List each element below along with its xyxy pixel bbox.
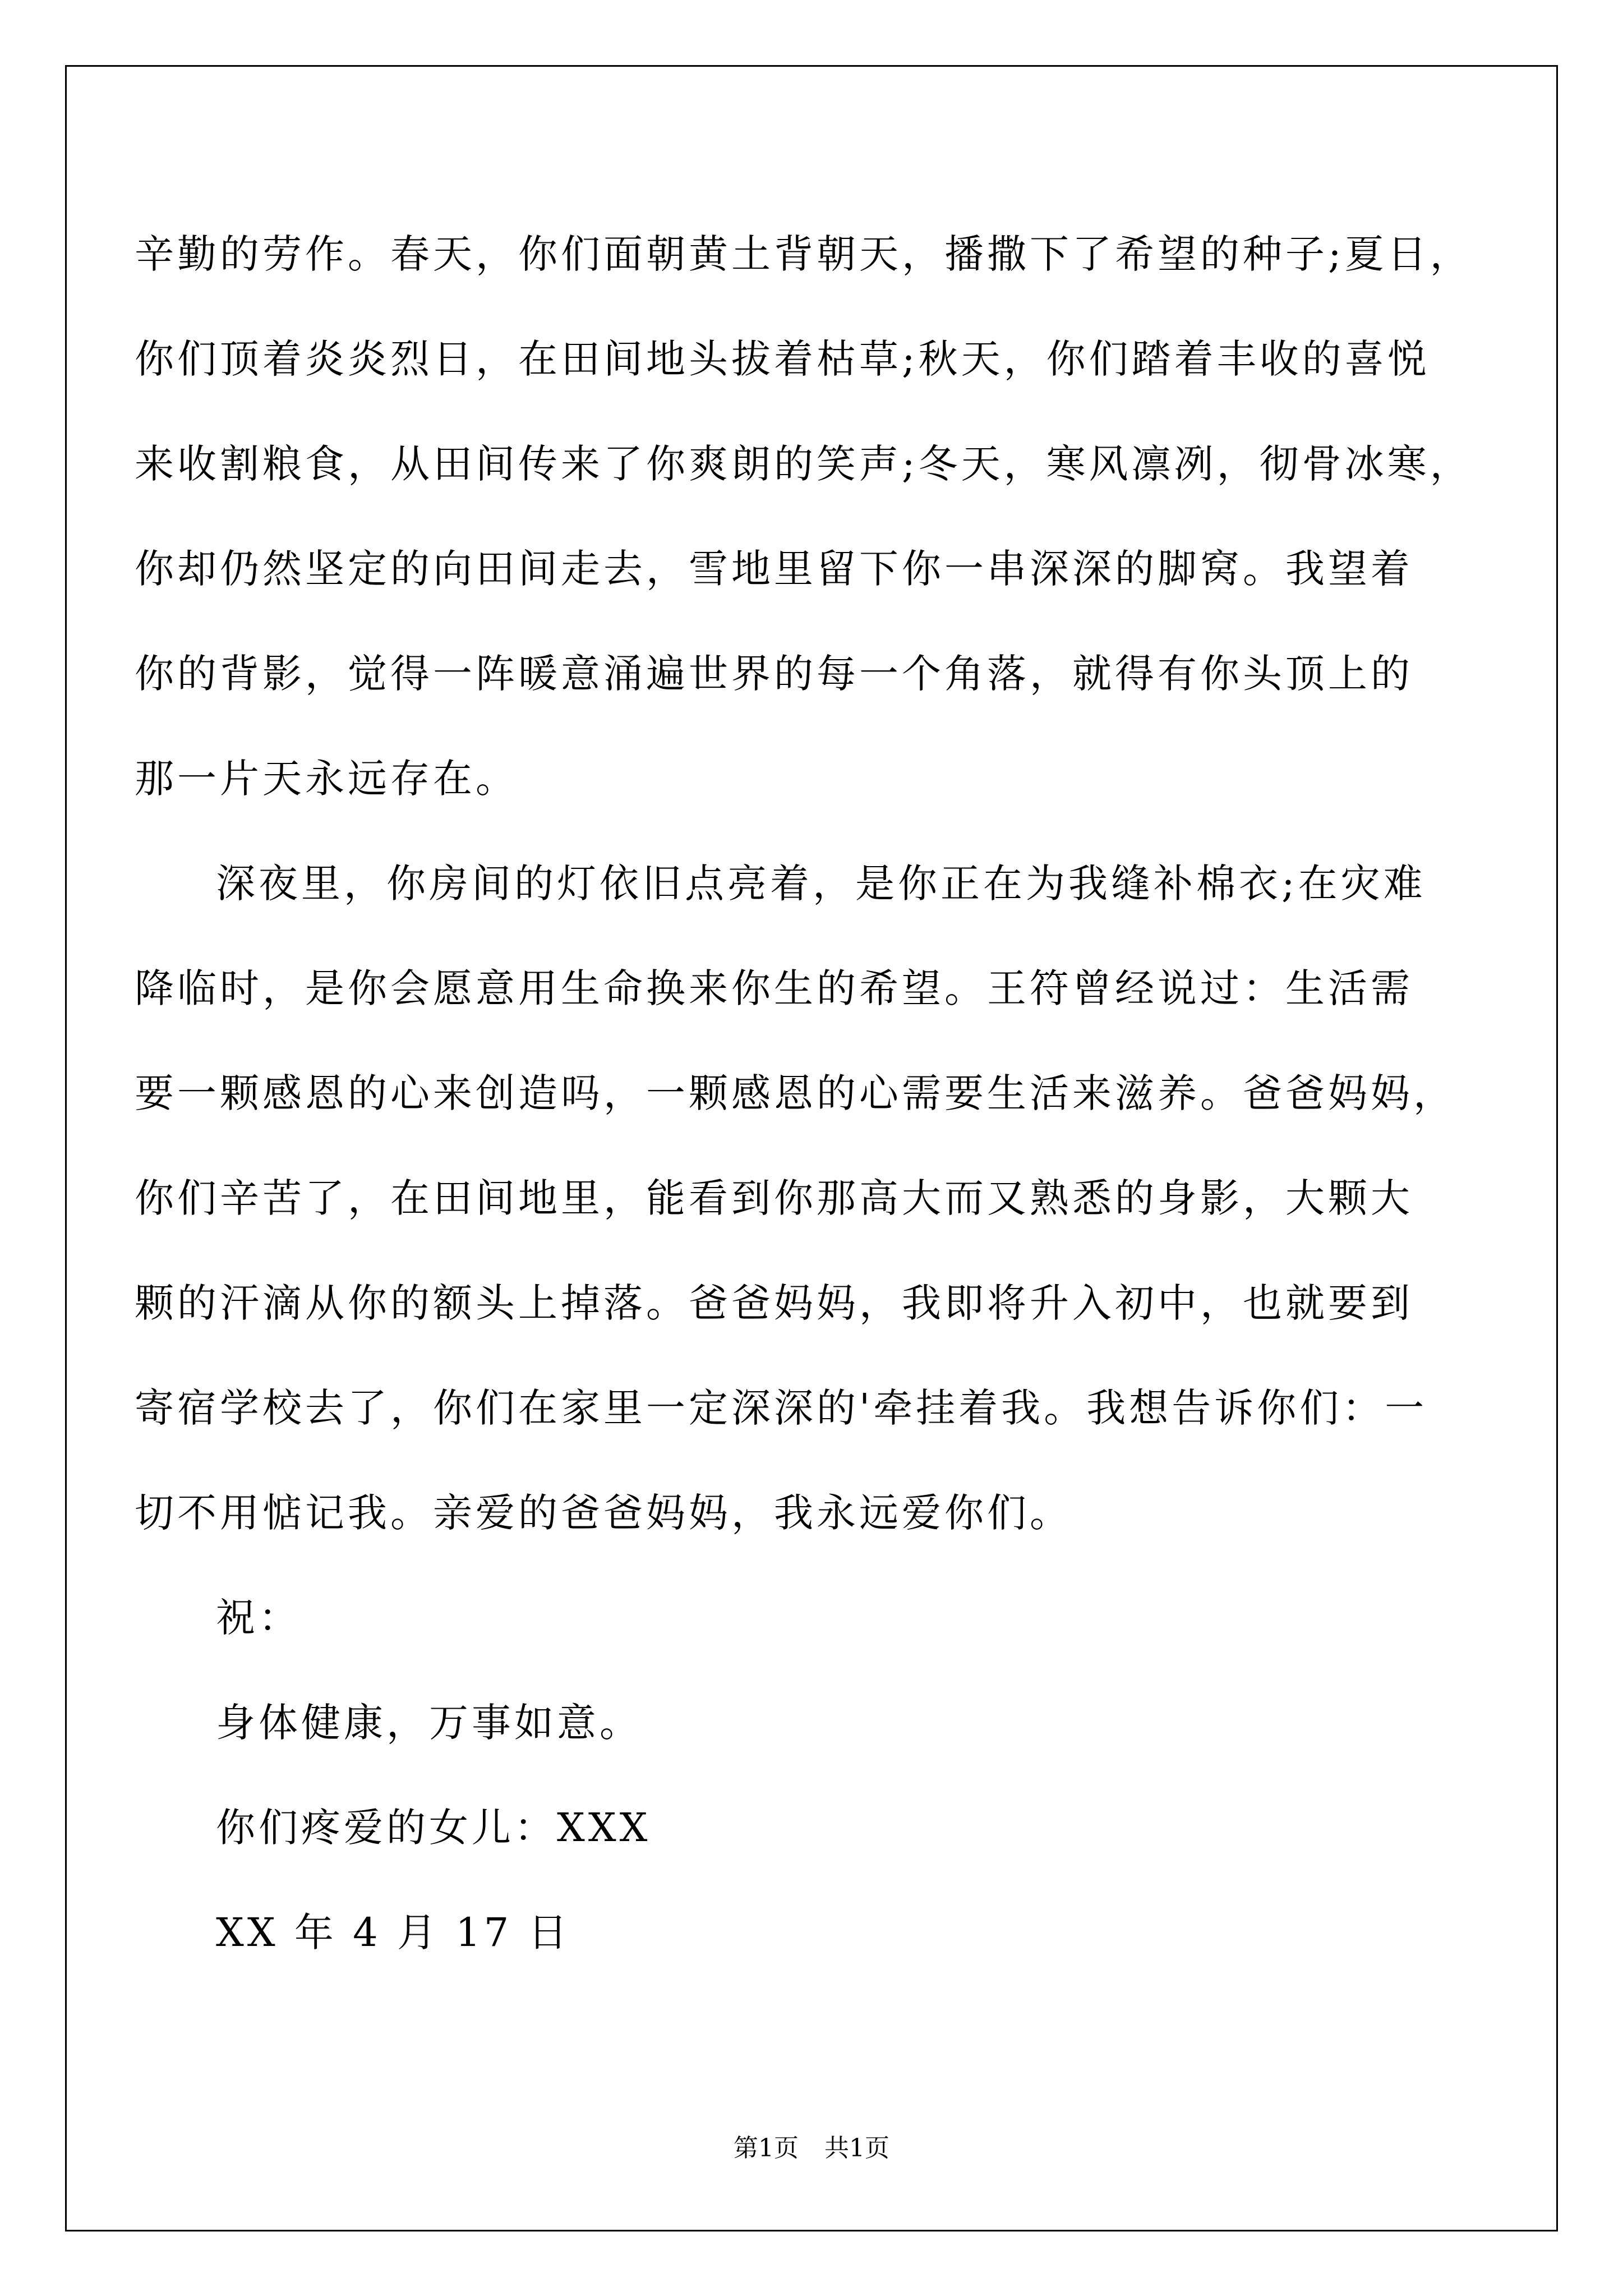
page-total: 共1页 [824,2134,889,2162]
paragraph-line: 要一颗感恩的心来创造吗，一颗感恩的心需要生活来滋养。爸爸妈妈， [135,1070,1456,1116]
paragraph-line: 寄宿学校去了，你们在家里一定深深的'牵挂着我。我想告诉你们：一 [135,1385,1428,1431]
closing-greeting: 祝： [216,1595,301,1641]
letter-date: XX 年 4 月 17 日 [216,1910,571,1955]
page-number: 第1页 [734,2134,799,2162]
page-frame [65,65,1558,2231]
paragraph-line: 你却仍然坚定的向田间走去，雪地里留下你一串深深的脚窝。我望着 [135,546,1413,592]
page-footer [0,2132,1623,2165]
paragraph-line: 深夜里，你房间的灯依旧点亮着，是你正在为我缝补棉衣;在灾难 [216,861,1426,907]
paragraph-line: 你们顶着炎炎烈日，在田间地头拔着枯草;秋天，你们踏着丰收的喜悦 [135,336,1430,382]
paragraph-line: 那一片天永远存在。 [135,756,518,802]
signature: 你们疼爱的女儿：XXX [216,1805,651,1851]
paragraph-line: 降临时，是你会愿意用生命换来你生的希望。王符曾经说过：生活需 [135,965,1413,1011]
paragraph-line: 你们辛苦了，在田间地里，能看到你那高大而又熟悉的身影，大颗大 [135,1175,1413,1221]
paragraph-line: 你的背影，觉得一阵暖意涌遍世界的每一个角落，就得有你头顶上的 [135,651,1413,697]
paragraph-line: 辛勤的劳作。春天，你们面朝黄土背朝天，播撒下了希望的种子;夏日， [135,231,1473,277]
closing-wish: 身体健康，万事如意。 [216,1700,642,1746]
paragraph-line: 来收割粮食，从田间传来了你爽朗的笑声;冬天，寒风凛冽，彻骨冰寒， [135,441,1473,487]
paragraph-line: 切不用惦记我。亲爱的爸爸妈妈，我永远爱你们。 [135,1490,1072,1536]
paragraph-line: 颗的汗滴从你的额头上掉落。爸爸妈妈，我即将升入初中，也就要到 [135,1280,1413,1326]
